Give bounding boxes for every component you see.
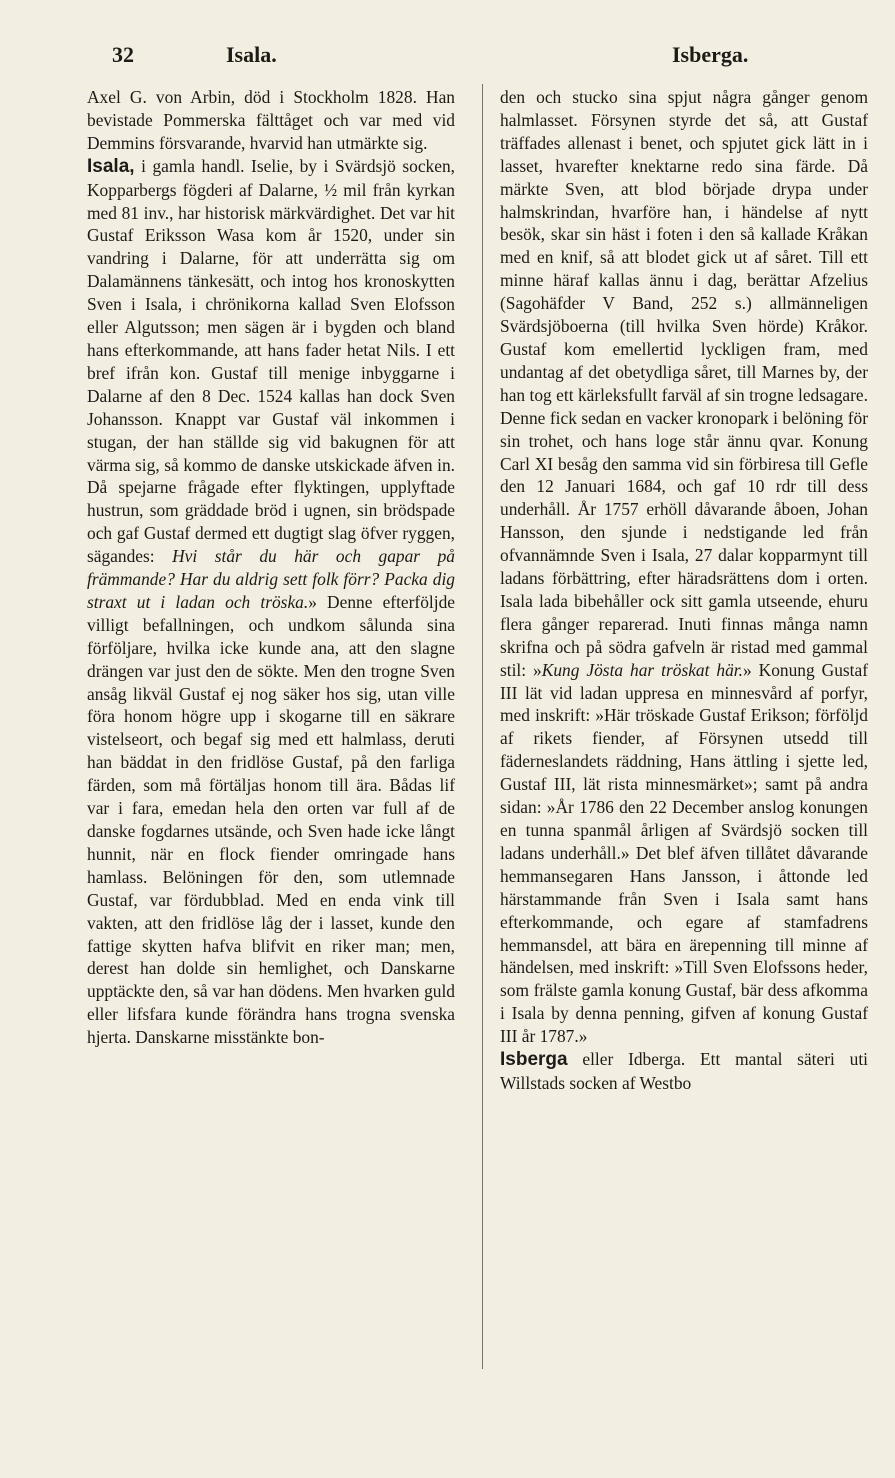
entry-text-isala-part2: » Denne efterföljde villigt befallningen, och undkom sålunda sina förföljare, hvilka icke kunde ana, att den slagne drängen var just den de sökte. Men den trogne Sven ansåg likväl Gustaf ej nog säker hos sig, utan ville föra honom högre upp i skogarne till en säkrare vistelseort, och begaf sig med ett halmlass, deruti han bäddat in den fridlöse Gustaf, på den farliga färden, som må förtäljas honom till ära. Bådas lif var i fara, emedan hela den orten var full af de danske fogdarnes utsände, och Sven hade icke långt hunnit, när en flock fiender omringade hans hamlass. Belöningen för den, som utlemnade Gustaf, var fördubblad. Med en enda vink till vakten, att den fridlöse låg der i lasset, kunde den fattige skytten hafva blifvit en riker man; men, derest han dolde sin hemlighet, och Danskarne upptäckte den, så var han dödens. Men hvarken guld eller lifsfara kunde förändra hans trogna svenska hjerta. Danskarne misstänkte bon-	[87, 591, 455, 1048]
page-header	[82, 42, 867, 76]
page-number: 32	[112, 42, 134, 67]
entry-headword-isberga: Isberga	[500, 1049, 568, 1071]
entry-isala-continued	[500, 86, 868, 1048]
entry-text-isberga: eller Idberga. Ett mantal säteri uti Willstads socken af Westbo	[500, 1049, 868, 1093]
column-divider	[482, 84, 483, 1369]
inscription-italic: Kung Jösta har tröskat här.	[541, 659, 743, 680]
entry-text-isala-part1: i gamla handl. Iselie, by i Svärdsjö socken, Kopparbergs fögderi af Dalarne, ½ mil från kyrkan med 81 inv., har historisk märkvärdighet. Det var hit Gustaf Eriksson Wasa kom år 1520, under sin vandring i Dalarne, för att underrätta sig om Dalamännens tänkesätt, och intog hos kronoskytten Sven i Isala, i chrönikorna kallad Sven Elofsson eller Algutsson; men sägen är i bygden och bland hans efterkommande, att hans fader hetat Nils. I ett bref ifrån kon. Gustaf till menige inbyggarne i Dalarne af den 8 Dec. 1524 kallas han dock Sven Johansson. Knappt var Gustaf väl inkommen i stugan, der han ställde sig vid bakugnen för att värma sig, så kommo de danske utskickade äfven in. Då spejarne frågade efter flyktingen, upplyftade hustrun, som gräddade bröd i ugnen, sin brödspade och gaf Gustaf dermed ett dugtigt slag öfver ryggen, sägandes:	[87, 155, 455, 567]
running-head-left: Isala.	[226, 42, 277, 67]
continuation-paragraph: Axel G. von Arbin, död i Stockholm 1828. Han bevistade Pommerska fälttåget och var med vid Demmins försvarande, hvarvid han utmärkte sig.	[87, 87, 455, 153]
entry-isala	[87, 155, 455, 1049]
left-column	[87, 86, 455, 1049]
entry-text-isala-part4: » Konung Gustaf III lät vid ladan uppresa en minnesvård af porfyr, med inskrift: »Här tröskade Gustaf Erikson; förföljd af rikets fiender, af Försynen utsedd till fäderneslandets räddning, Hans ättling i sjette led, Gustaf III, lät rista minnesmärket»; samt på andra sidan: »År 1786 den 22 December anslog konungen en tunna spanmål årligen af Svärdsjö socken till ladans underhåll.» Det blef äfven tillåtet dåvarande hemmansegaren Hans Jansson, i åttonde led härstammande från Sven i Isala samt hans efterkommande, och egare af stamfadrens hemmansdel, att bära en ärepenning till minne af händelsen, med inskrift: »Till Sven Elofssons heder, som frälste gamla konung Gustaf, bär dess afkomma i Isala by denna penning, gifven af konung Gustaf III år 1787.»	[500, 659, 868, 1047]
right-column	[500, 86, 868, 1095]
entry-isberga	[500, 1048, 868, 1095]
entry-headword-isala: Isala,	[87, 155, 135, 177]
running-head-right: Isberga.	[672, 42, 749, 67]
quote-italic: Hvi står du här och gapar på främmande? Har du aldrig sett folk förr? Packa dig straxt ut i ladan och tröska.	[87, 546, 455, 612]
entry-text-isala-part3: den och stucko sina spjut några gånger genom halmlasset. Försynen styrde det så, att Gustaf träffades allenast i benet, och spjutet gick lätt in i lasset, hvarefter knektarne redo sina färde. Då märkte Sven, att blod började drypa under halmskrindan, hvarföre han, i händelse af nytt besök, skar sin häst i foten i den så kallade Kråkan med en knif, så att blodet gick ut af såret. Till ett minne häraf kallas ännu i dag, berättar Afzelius (Sagohäfder V Band, 252 s.) allmänneligen Svärdsjöboerna (till hvilka Sven hörde) Kråkor. Gustaf kom emellertid lyckligen fram, med undantag af det obetydliga såret, till Marnes by, der han tog ett kärleksfullt farväl af sin trogne ledsagare. Denne fick sedan en vacker kronopark i belöning för sin trohet, och hans loge står ännu qvar. Konung Carl XI besåg den samma vid sin förbiresa till Gefle den 12 Januari 1684, och gaf 10 rdr till dess underhåll. År 1757 erhöll dåvarande åboen, Johan Hansson, den sjunde i nedstigande led från ofvannämnde Sven i Isala, 27 dalar kopparmynt till ladans förbättring, efter häradsrättens dom i orten. Isala lada bibehåller ock sitt gamla utseende, ehuru flera gånger reparerad. Inuti finnas många namn skrifna och på södra gafveln är ristad med gammal stil: »	[500, 87, 868, 680]
